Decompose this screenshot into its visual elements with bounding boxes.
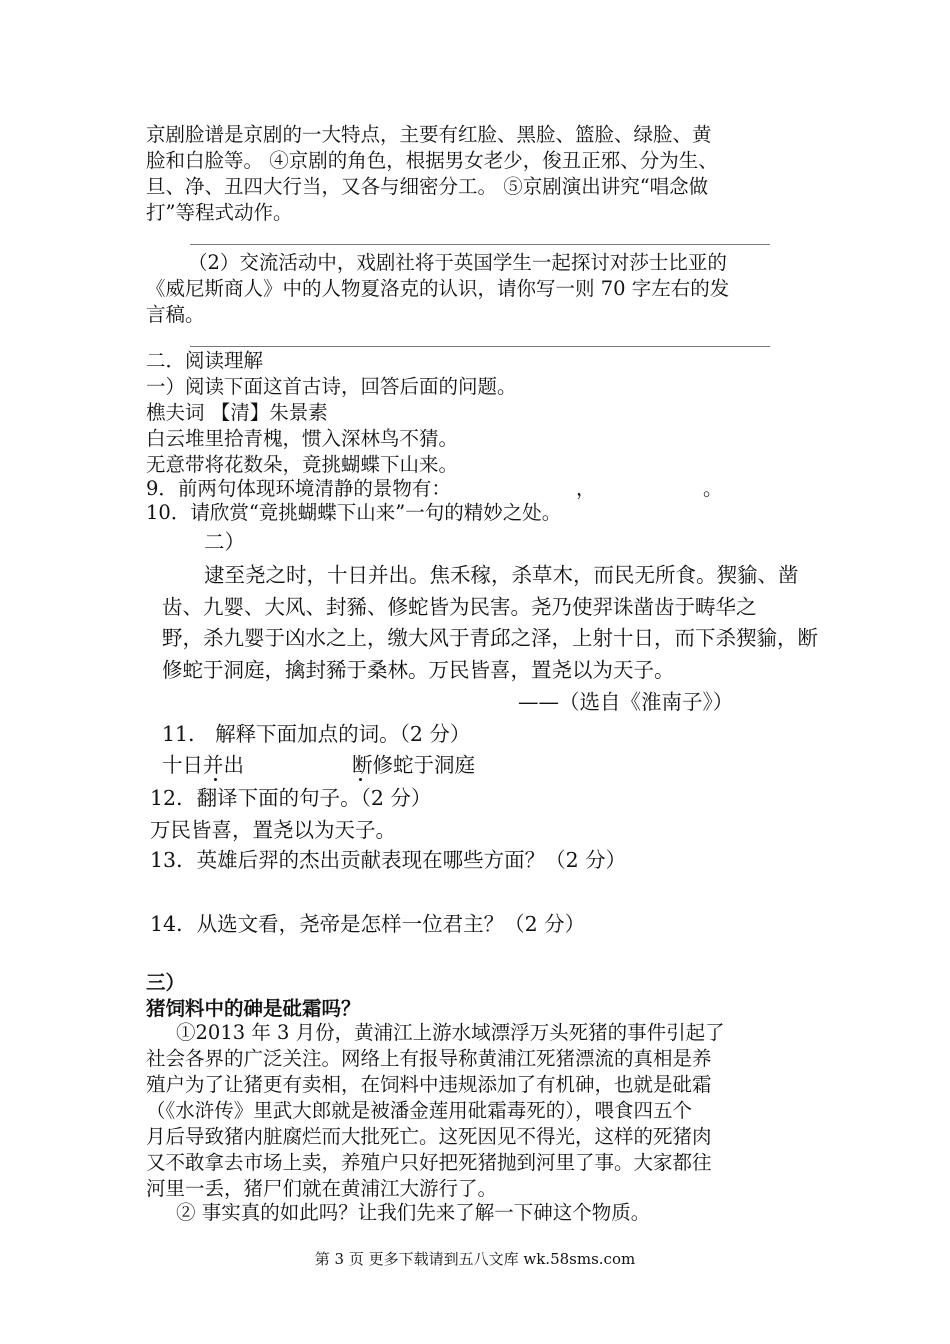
question-line: 《威尼斯商人》中的人物夏洛克的认识，请你写一则 70 字左右的发 (146, 277, 730, 300)
question-14: 14．从选文看，尧帝是怎样一位君主？（2 分） (150, 912, 586, 936)
part-label: 二） (204, 530, 245, 554)
answer-line (190, 244, 770, 245)
q12-sentence: 万民皆喜，置尧以为天子。 (150, 818, 396, 842)
passage-line: 齿、九婴、大风、封豨、修蛇皆为民害。尧乃使羿诛凿齿于畴华之 (162, 595, 757, 619)
article-line: （《水浒传》里武大郎就是被潘金莲用砒霜毒死的），喂食四五个 (146, 1099, 693, 1122)
section-heading: 二．阅读理解 (146, 349, 264, 372)
paragraph-line: 京剧脸谱是京剧的一大特点，主要有红脸、黑脸、篮脸、绿脸、黄 (146, 123, 712, 146)
question-line: （2）交流活动中，戏剧社将于英国学生一起探讨对莎士比亚的 (188, 251, 727, 274)
article-line: 月后导致猪内脏腐烂而大批死亡。这死因见不得光，这样的死猪肉 (146, 1125, 712, 1148)
paragraph-line: 旦、净、丑四大行当，又各与细密分工。 ⑤京剧演出讲究“唱念做 (146, 175, 709, 198)
emphasis-dot (214, 778, 217, 781)
question-12: 12．翻译下面的句子。（2 分） (150, 786, 432, 810)
paragraph-line: 脸和白脸等。 ④京剧的角色，根据男女老少，俊丑正邪、分为生、 (146, 149, 718, 172)
question-10: 10．请欣赏“竟挑蝴蝶下山来”一句的精妙之处。 (146, 501, 562, 524)
poem-line: 无意带将花数朵，竟挑蝴蝶下山来。 (146, 453, 459, 476)
article-line: 河里一丢，猪尸们就在黄浦江大游行了。 (146, 1177, 498, 1200)
passage-source: ——（选自《淮南子》） (518, 690, 734, 714)
q11-item: 断修蛇于洞庭 (352, 753, 475, 777)
part-intro: 一）阅读下面这首古诗，回答后面的问题。 (146, 375, 517, 398)
article-line: 又不敢拿去市场上卖，养殖户只好把死猪抛到河里了事。大家都往 (146, 1151, 712, 1174)
passage-line: 逮至尧之时，十日并出。焦禾稼，杀草木，而民无所食。猰貐、凿 (204, 563, 799, 587)
page-footer: 第 3 页 更多下载请到五八文库 wk.58sms.com (314, 1250, 636, 1268)
question-13: 13．英雄后羿的杰出贡献表现在哪些方面？（2 分） (150, 848, 627, 872)
article-line: ①2013 年 3 月份，黄浦江上游水域漂浮万头死猪的事件引起了 (176, 1021, 725, 1044)
article-line: 殖户为了让猪更有卖相，在饲料中违规添加了有机砷，也就是砒霜 (146, 1073, 712, 1096)
emphasis-dot (359, 778, 362, 781)
poem-title: 樵夫词 【清】朱景素 (146, 401, 328, 424)
q9-period: 。 (703, 477, 723, 500)
article-line: ② 事实真的如此吗？让我们先来了解一下砷这个物质。 (176, 1201, 651, 1224)
q11-item: 十日并出 (162, 753, 244, 777)
q9-comma: ， (576, 477, 596, 500)
passage-line: 野，杀九婴于凶水之上，缴大风于青邱之泽，上射十日，而下杀猰貐，断 (162, 626, 818, 650)
question-11: 11． 解释下面加点的词。（2 分） (162, 722, 471, 746)
question-line: 言稿。 (146, 303, 205, 326)
answer-line (190, 346, 770, 347)
section3-label: 三） (146, 971, 186, 994)
passage-line: 修蛇于洞庭，擒封豨于桑林。万民皆喜，置尧以为天子。 (162, 658, 675, 682)
article-title: 猪饲料中的砷是砒霜吗？ (146, 997, 361, 1020)
article-line: 社会各界的广泛关注。网络上有报导称黄浦江死猪漂流的真相是养 (146, 1047, 712, 1070)
poem-line: 白云堆里拾青槐，惯入深林鸟不猜。 (146, 427, 459, 450)
paragraph-line: 打”等程式动作。 (146, 201, 293, 224)
question-9: 9．前两句体现环境清静的景物有： (146, 477, 451, 500)
